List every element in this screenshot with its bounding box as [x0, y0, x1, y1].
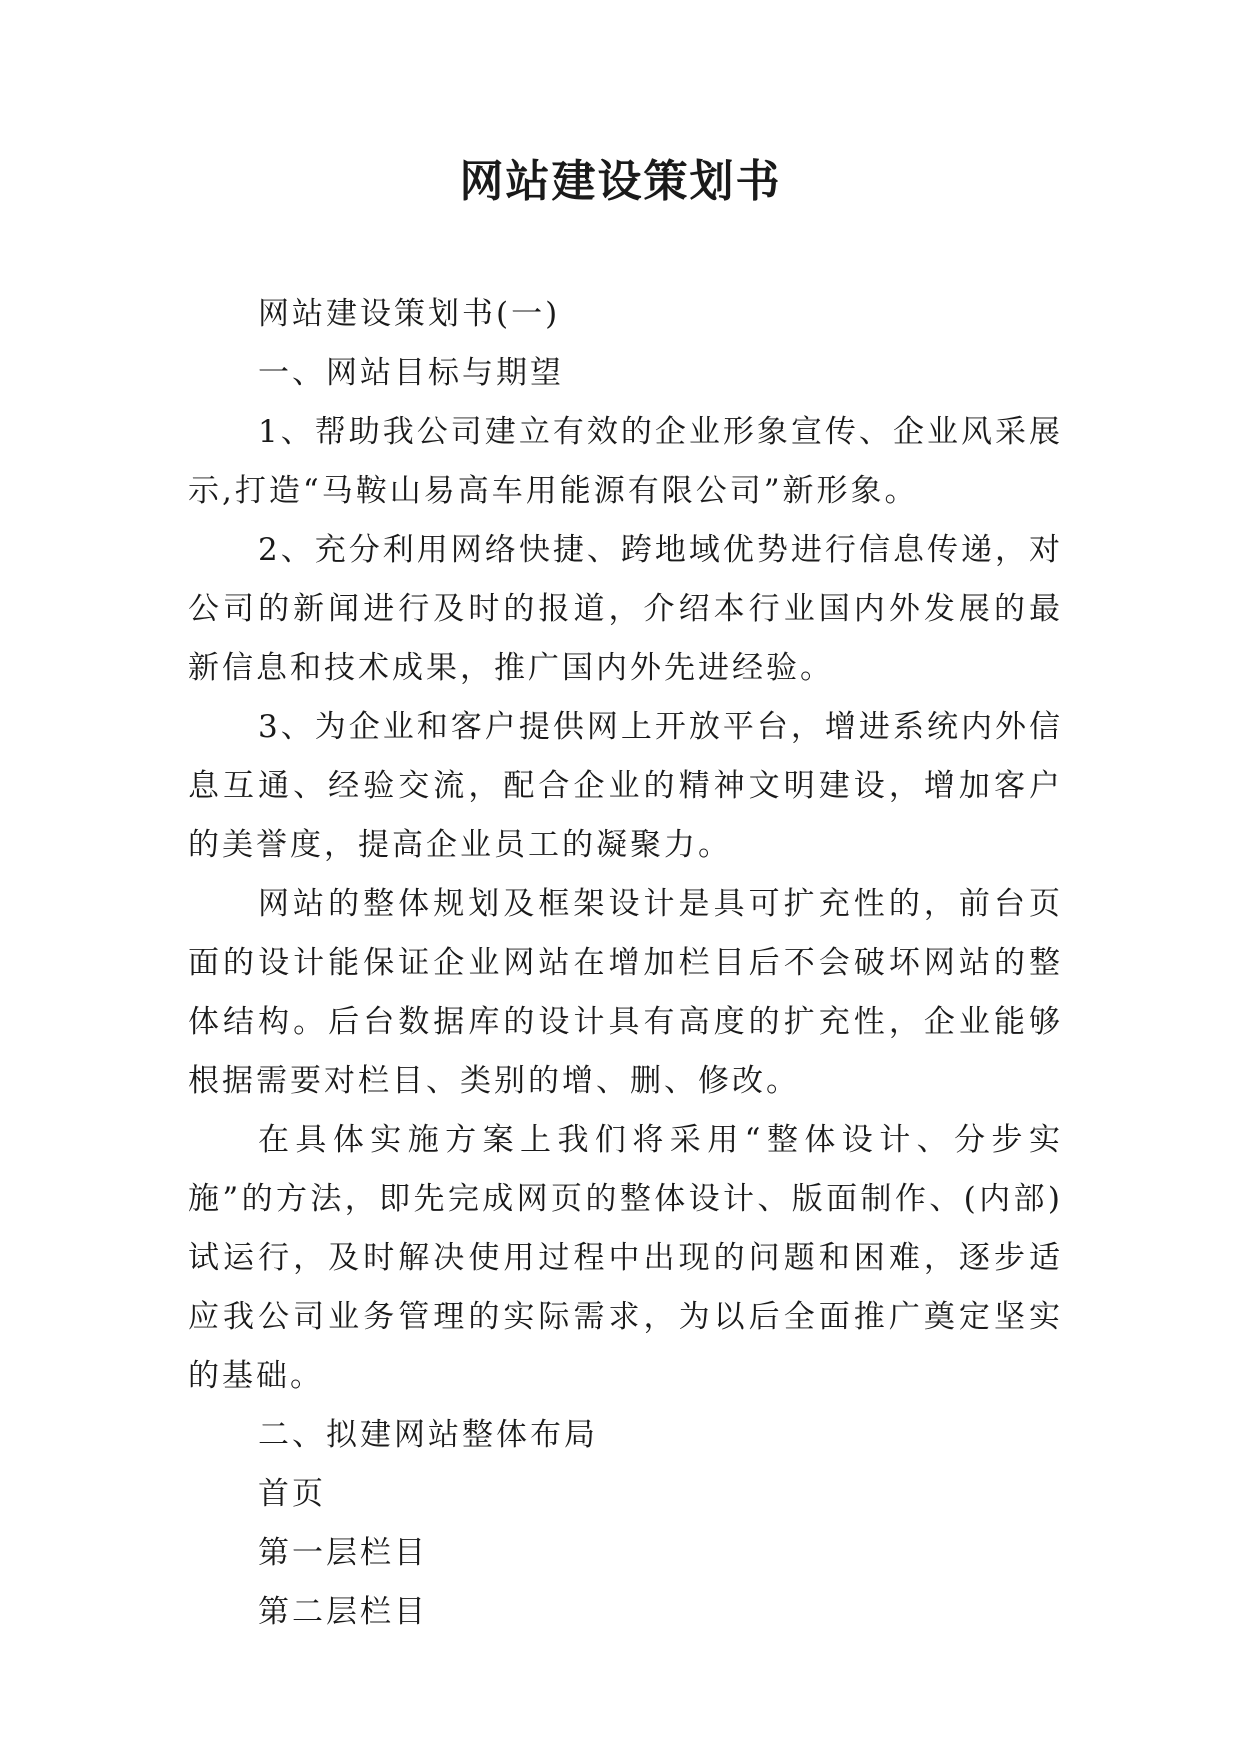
section-heading-goals: 一、网站目标与期望 [258, 355, 564, 391]
paragraph-goal-3: 3、为企业和客户提供网上开放平台，增进系统内外信息互通、经验交流，配合企业的精神文明建设，增加客户的美誉度，提高企业员工的凝聚力。 [188, 709, 1063, 863]
document-body [188, 285, 1063, 1642]
list-item-second-level: 第二层栏目 [258, 1594, 428, 1630]
section-heading-layout: 二、拟建网站整体布局 [258, 1417, 598, 1453]
paragraph-goal-1: 1、帮助我公司建立有效的企业形象宣传、企业风采展示,打造“马鞍山易高车用能源有限公司”新形象。 [188, 414, 1063, 509]
document-title: 网站建设策划书 [459, 156, 782, 207]
paragraph-goal-2: 2、充分利用网络快捷、跨地域优势进行信息传递，对公司的新闻进行及时的报道，介绍本行业国内外发展的最新信息和技术成果，推广国内外先进经验。 [188, 532, 1063, 686]
list-item-homepage: 首页 [258, 1476, 326, 1512]
list-item-first-level: 第一层栏目 [258, 1535, 428, 1571]
paragraph-implementation: 在具体实施方案上我们将采用“整体设计、分步实施”的方法，即先完成网页的整体设计、版面制作、(内部)试运行，及时解决使用过程中出现的问题和困难，逐步适应我公司业务管理的实际需求，为以后全面推广奠定坚实的基础。 [188, 1122, 1063, 1394]
paragraph-framework: 网站的整体规划及框架设计是具可扩充性的，前台页面的设计能保证企业网站在增加栏目后不会破坏网站的整体结构。后台数据库的设计具有高度的扩充性，企业能够根据需要对栏目、类别的增、删、修改。 [188, 886, 1063, 1099]
paragraph-subtitle: 网站建设策划书(一) [258, 296, 561, 332]
